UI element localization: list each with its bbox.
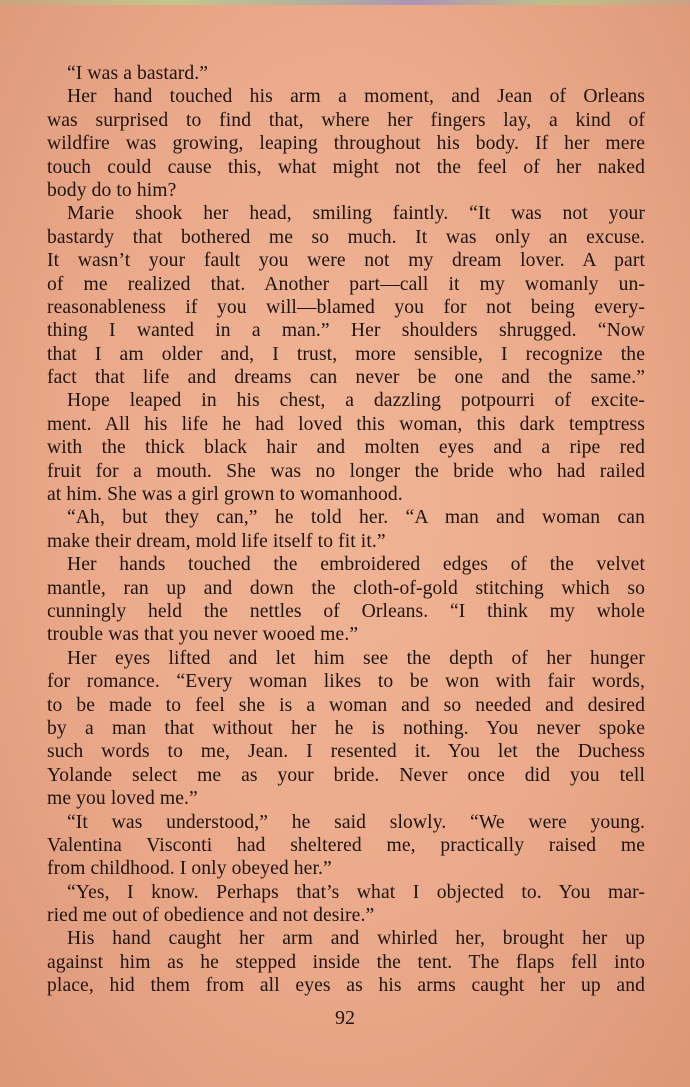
text-line: “It was understood,” he said slowly. “We were young. (67, 811, 645, 833)
text-line: for romance. “Every woman likes to be won with fair words, (47, 671, 645, 693)
text-line: Her eyes lifted and let him see the depth of her hunger (67, 647, 645, 669)
text-line: that I am older and, I trust, more sensible, I recognize the (47, 343, 645, 365)
page-top-edge (0, 0, 690, 5)
text-line: bastardy that bothered me so much. It was only an excuse. (47, 226, 645, 248)
text-line: was surprised to find that, where her fingers lay, a kind of (47, 109, 645, 131)
text-line: with the thick black hair and molten eyes and a ripe red (47, 437, 645, 459)
text-line: “Yes, I know. Perhaps that’s what I objected to. You mar- (67, 881, 645, 903)
text-line: such words to me, Jean. I resented it. You let the Duchess (47, 741, 645, 763)
text-line: place, hid them from all eyes as his arms caught her up and (47, 975, 645, 997)
text-line: make their dream, mold life itself to fit it.” (47, 530, 386, 552)
text-line: It wasn’t your fault you were not my dream lover. A part (47, 250, 645, 272)
text-line: Her hand touched his arm a moment, and Jean of Orleans (67, 86, 645, 108)
text-line: ried me out of obedience and not desire.” (47, 905, 375, 927)
text-line: at him. She was a girl grown to womanhood. (47, 484, 403, 506)
text-line: “I was a bastard.” (67, 63, 209, 84)
text-line: Marie shook her head, smiling faintly. “It was not your (67, 203, 645, 225)
text-line: Hope leaped in his chest, a dazzling potpourri of excite- (67, 390, 645, 412)
text-line: Yolande select me as your bride. Never once did you tell (47, 764, 645, 786)
page-number: 92 (335, 1007, 355, 1029)
text-line: wildfire was growing, leaping throughout his body. If her mere (47, 133, 645, 155)
text-line: “Ah, but they can,” he told her. “A man and woman can (67, 507, 645, 529)
text-line: trouble was that you never wooed me.” (47, 624, 359, 646)
text-line: touch could cause this, what might not the feel of her naked (47, 156, 645, 178)
text-line: His hand caught her arm and whirled her, brought her up (67, 928, 645, 950)
text-line: reasonableness if you will—blamed you for not being every- (47, 296, 645, 318)
text-line: cunningly held the nettles of Orleans. “I think my whole (47, 600, 645, 622)
text-line: me you loved me.” (47, 788, 198, 810)
text-line: ment. All his life he had loved this woman, this dark temptress (47, 413, 645, 435)
text-line: fact that life and dreams can never be one and the same.” (47, 367, 645, 389)
text-line: Valentina Visconti had sheltered me, practically raised me (47, 834, 645, 856)
text-line: of me realized that. Another part—call it my womanly un- (47, 273, 645, 295)
text-line: Her hands touched the embroidered edges of the velvet (67, 554, 645, 576)
text-line: thing I wanted in a man.” Her shoulders shrugged. “Now (47, 320, 645, 342)
text-line: fruit for a mouth. She was no longer the bride who had railed (47, 460, 645, 482)
text-line: to be made to feel she is a woman and so needed and desired (47, 694, 645, 716)
text-line: against him as he stepped inside the tent. The flaps fell into (47, 951, 645, 973)
text-line: from childhood. I only obeyed her.” (47, 858, 332, 880)
body-text (47, 62, 645, 998)
text-line: by a man that without her he is nothing. You never spoke (47, 717, 645, 739)
text-line: body do to him? (47, 179, 177, 201)
text-line: mantle, ran up and down the cloth-of-gold stitching which so (47, 577, 645, 599)
